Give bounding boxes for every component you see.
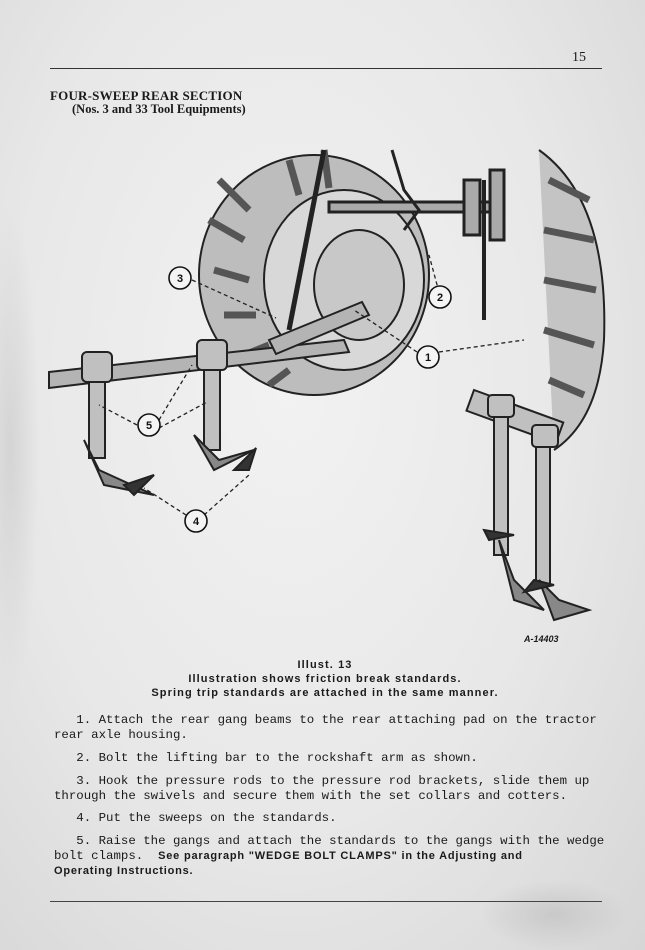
instruction-text: 2. Bolt the lifting bar to the rockshaft arm as shown. xyxy=(54,751,478,765)
paper-stain xyxy=(0,200,40,700)
callout-label: 1 xyxy=(424,352,432,364)
instruction-text: 1. Attach the rear gang beams to the rear attaching pad on the tractor xyxy=(54,713,597,727)
section-title: FOUR-SWEEP REAR SECTION xyxy=(50,88,243,103)
instruction-step-2 xyxy=(54,751,594,766)
callout-label: 4 xyxy=(192,516,200,528)
callout-label: 3 xyxy=(176,273,184,285)
figure-code: A-14403 xyxy=(524,634,559,644)
instruction-step-4 xyxy=(54,811,594,826)
page-number: 15 xyxy=(572,50,586,65)
section-subtitle: (Nos. 3 and 33 Tool Equipments) xyxy=(72,102,246,116)
figure-label: Illust. 13 xyxy=(297,659,353,671)
caption-line: Spring trip standards are attached in the same manner. xyxy=(151,687,499,699)
instruction-text: rear axle housing. xyxy=(54,728,188,742)
instruction-step-1 xyxy=(54,713,597,743)
instruction-text: through the swivels and secure them with the set collars and cotters. xyxy=(54,789,568,803)
caption-line: Illustration shows friction break standards. xyxy=(188,673,462,685)
rear-tire-right xyxy=(539,150,604,450)
instruction-step-3 xyxy=(54,774,594,804)
instruction-text: 4. Put the sweeps on the standards. xyxy=(54,811,337,825)
cultivator-illustration xyxy=(44,140,609,655)
cross-reference: Operating Instructions. xyxy=(54,865,194,877)
callout-label: 5 xyxy=(145,420,153,432)
instruction-text: 3. Hook the pressure rods to the pressure rod brackets, slide them up xyxy=(54,774,590,788)
instruction-step-5 xyxy=(54,834,605,879)
footer-rule xyxy=(50,901,602,902)
cross-reference: See paragraph "WEDGE BOLT CLAMPS" in the Adjusting and xyxy=(158,850,523,862)
paper-stain xyxy=(480,880,630,950)
instruction-text: bolt clamps. xyxy=(54,849,159,863)
callout-label: 2 xyxy=(436,292,444,304)
instruction-text: 5. Raise the gangs and attach the standards to the gangs with the wedge xyxy=(54,834,605,848)
header-rule xyxy=(50,68,602,69)
